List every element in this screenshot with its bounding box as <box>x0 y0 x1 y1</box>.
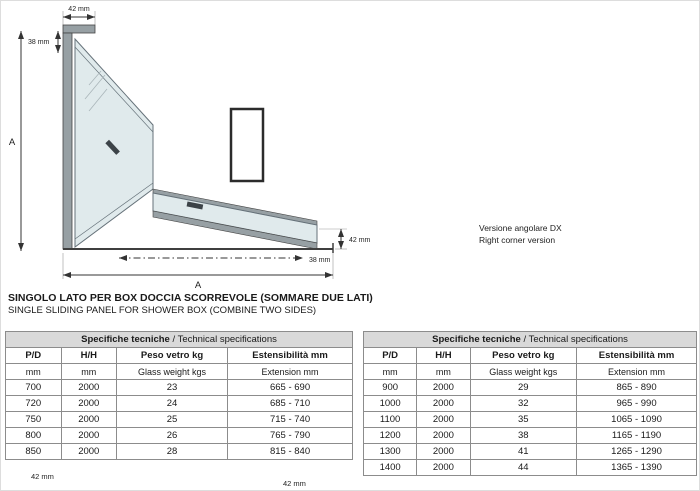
table-cell: 2000 <box>417 444 470 460</box>
table-cell: 2000 <box>61 396 117 412</box>
table-cell: 700 <box>6 380 62 396</box>
corner-wall-section <box>231 109 263 181</box>
footer-dim-label-right: 42 mm <box>283 479 306 488</box>
table-cell: 1000 <box>364 396 417 412</box>
table-cell: 750 <box>6 412 62 428</box>
col-header-pd: P/D <box>364 348 417 364</box>
table-cell: 965 - 990 <box>577 396 697 412</box>
table-cell: 1200 <box>364 428 417 444</box>
col-subheader-hh: mm <box>417 364 470 380</box>
col-subheader-pd: mm <box>364 364 417 380</box>
dim-bottom-width-label: A <box>194 280 202 291</box>
table-header-title <box>6 332 353 348</box>
col-subheader-extension: Extension mm <box>228 364 353 380</box>
table-cell: 44 <box>470 460 577 476</box>
col-header-pd: P/D <box>6 348 62 364</box>
col-header-hh: H/H <box>61 348 117 364</box>
col-header-extension: Estensibilità mm <box>228 348 353 364</box>
table-cell: 32 <box>470 396 577 412</box>
table-header-rest: / Technical specifications <box>169 333 277 345</box>
table-cell: 800 <box>6 428 62 444</box>
table-body-right <box>364 380 697 476</box>
table-cell: 765 - 790 <box>228 428 353 444</box>
table-cell: 2000 <box>417 428 470 444</box>
col-subheader-weight: Glass weight kgs <box>470 364 577 380</box>
spec-table-right <box>363 331 697 476</box>
table-cell: 2000 <box>61 428 117 444</box>
table-body-left <box>6 380 353 460</box>
table-row <box>364 444 697 460</box>
section-titles <box>8 292 373 317</box>
table-cell: 865 - 890 <box>577 380 697 396</box>
col-subheader-weight: Glass weight kgs <box>117 364 228 380</box>
col-subheader-hh: mm <box>61 364 117 380</box>
table-cell: 720 <box>6 396 62 412</box>
table-cell: 1365 - 1390 <box>577 460 697 476</box>
table-cell: 29 <box>470 380 577 396</box>
table-row <box>6 444 353 460</box>
table-row <box>364 396 697 412</box>
dim-bottom-right-width-label: 38 mm <box>309 257 331 264</box>
table-row <box>364 460 697 476</box>
dim-top-height-label: 38 mm <box>28 39 50 46</box>
col-header-weight: Peso vetro kg <box>117 348 228 364</box>
table-cell: 2000 <box>417 396 470 412</box>
col-subheader-extension: Extension mm <box>577 364 697 380</box>
table-row <box>6 396 353 412</box>
dim-bottom-right-height-label: 42 mm <box>349 237 371 244</box>
dim-top-width-label: 42 mm <box>68 6 90 13</box>
table-cell: 1065 - 1090 <box>577 412 697 428</box>
table-cell: 665 - 690 <box>228 380 353 396</box>
col-header-weight: Peso vetro kg <box>470 348 577 364</box>
table-cell: 35 <box>470 412 577 428</box>
table-cell: 25 <box>117 412 228 428</box>
table-header-rest: / Technical specifications <box>520 333 628 345</box>
table-cell: 2000 <box>417 412 470 428</box>
table-cell: 1100 <box>364 412 417 428</box>
table-cell: 1300 <box>364 444 417 460</box>
version-caption-en: Right corner version <box>479 235 556 245</box>
table-cell: 815 - 840 <box>228 444 353 460</box>
table-cell: 715 - 740 <box>228 412 353 428</box>
table-row <box>364 380 697 396</box>
table-cell: 2000 <box>61 412 117 428</box>
table-cell: 23 <box>117 380 228 396</box>
table-row <box>6 412 353 428</box>
table-cell: 41 <box>470 444 577 460</box>
col-header-extension: Estensibilità mm <box>577 348 697 364</box>
table-row <box>6 380 353 396</box>
spec-tables-row <box>5 331 697 476</box>
table-cell: 1265 - 1290 <box>577 444 697 460</box>
table-cell: 2000 <box>417 460 470 476</box>
table-header-bold: Specifiche tecniche <box>81 333 170 345</box>
table-cell: 2000 <box>417 380 470 396</box>
left-glass-panel <box>75 39 153 247</box>
col-header-hh: H/H <box>417 348 470 364</box>
table-cell: 900 <box>364 380 417 396</box>
page-title-italian: SINGOLO LATO PER BOX DOCCIA SCORREVOLE (SOMMARE DUE LATI) <box>8 292 373 304</box>
left-wall-profile <box>63 33 72 249</box>
table-cell: 26 <box>117 428 228 444</box>
table-header-bold: Specifiche tecniche <box>432 333 521 345</box>
table-row <box>364 428 697 444</box>
table-cell: 850 <box>6 444 62 460</box>
footer-dim-label-left: 42 mm <box>31 472 54 481</box>
version-caption-it: Versione angolare DX <box>479 223 562 233</box>
dim-left-height-label: A <box>8 137 16 148</box>
diagram-svg <box>1 1 700 291</box>
table-cell: 28 <box>117 444 228 460</box>
table-row <box>364 412 697 428</box>
table-cell: 685 - 710 <box>228 396 353 412</box>
table-cell: 1165 - 1190 <box>577 428 697 444</box>
table-header-title <box>364 332 697 348</box>
top-profile <box>63 25 95 33</box>
table-cell: 38 <box>470 428 577 444</box>
page-title-english: SINGLE SLIDING PANEL FOR SHOWER BOX (COMBINE TWO SIDES) <box>8 305 317 317</box>
spec-table-left <box>5 331 353 460</box>
col-subheader-pd: mm <box>6 364 62 380</box>
table-row <box>6 428 353 444</box>
shower-corner-diagram <box>1 1 700 291</box>
table-cell: 2000 <box>61 444 117 460</box>
table-cell: 24 <box>117 396 228 412</box>
table-cell: 2000 <box>61 380 117 396</box>
table-cell: 1400 <box>364 460 417 476</box>
